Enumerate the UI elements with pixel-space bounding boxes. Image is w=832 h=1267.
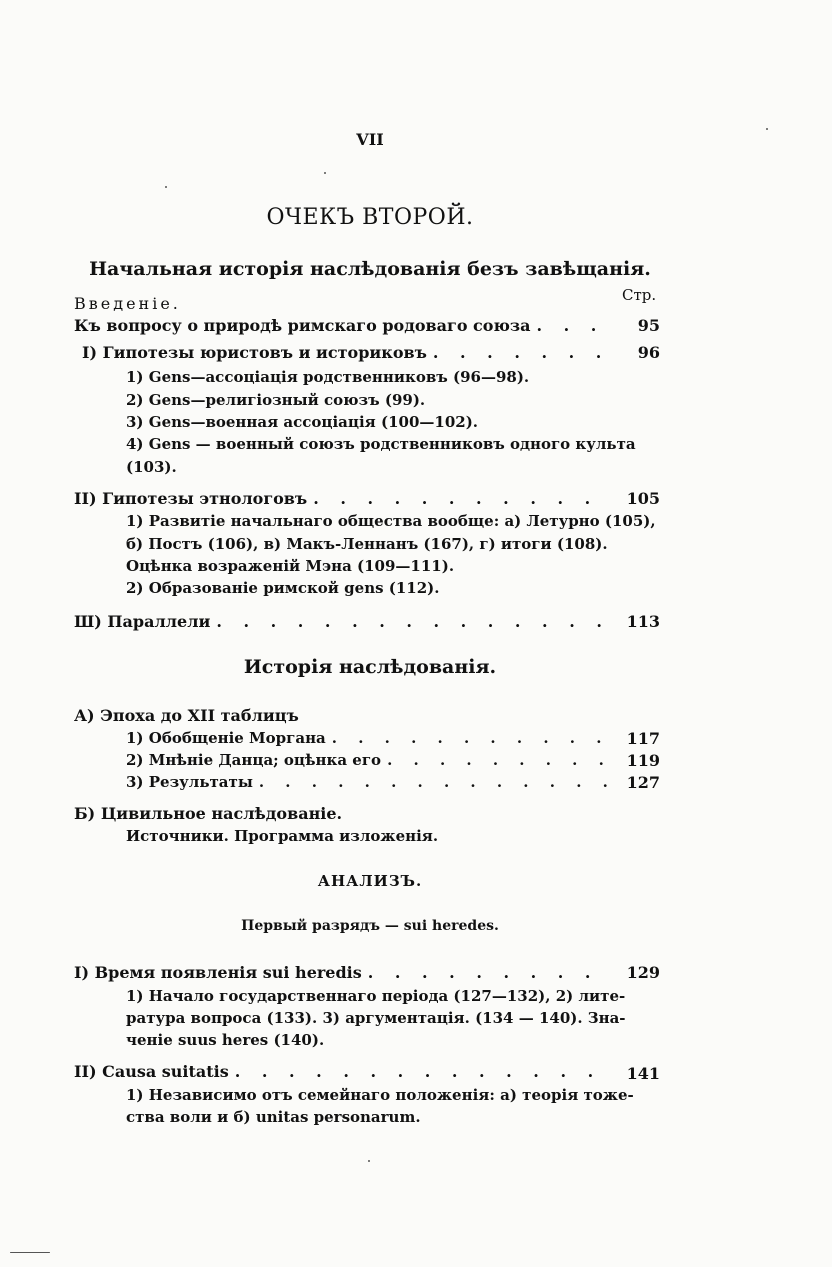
toc-entry-label: I) Гипотезы юристовъ и историковъ: [82, 343, 427, 362]
sub-entry: ченіе suus heres (140).: [126, 1031, 325, 1049]
part-title: Начальная исторія наслѣдованія безъ завѣщанія.: [89, 258, 651, 280]
section-title: ОЧЕКЪ ВТОРОЙ.: [266, 205, 474, 230]
toc-entry-page: 141: [626, 1064, 660, 1083]
toc-entry: [74, 963, 610, 982]
toc-entry-page: 95: [637, 316, 660, 335]
toc-entry: [82, 343, 610, 362]
scan-speck: [368, 1160, 370, 1162]
toc-entry-label: II) Гипотезы этнологовъ: [74, 489, 308, 508]
toc-entry-page: 119: [626, 751, 660, 770]
sub-entry: 2) Образованіе римской gens (112).: [126, 579, 440, 597]
toc-entry-page: 113: [626, 612, 660, 631]
leader-dots: [253, 773, 610, 791]
civil-b-heading: Б) Цивильное наслѣдованіе.: [74, 804, 343, 823]
sub-entry: Оцѣнка возраженій Мэна (109—111).: [126, 557, 455, 575]
sub-entry: б) Постъ (106), в) Макъ-Леннанъ (167), г) итоги (108).: [126, 535, 608, 553]
sub-entry: 2) Gens—религіозный союзъ (99).: [126, 391, 426, 409]
toc-entry-label: 1) Обобщеніе Моргана: [126, 729, 326, 747]
scan-speck: [165, 186, 167, 188]
leader-dots: [326, 729, 610, 747]
scan-speck: [766, 128, 768, 130]
page-number: VII: [356, 130, 384, 149]
civil-b-sub: Источники. Программа изложенія.: [126, 827, 439, 845]
leader-dots: [307, 489, 610, 508]
sub-entry: ратура вопроса (133). 3) аргументація. (134 — 140). Зна-: [126, 1009, 626, 1027]
toc-entry: [126, 773, 610, 791]
toc-entry-page: 117: [626, 729, 660, 748]
toc-entry-label: II) Causa suitatis: [74, 1062, 229, 1081]
analysis-heading: АНАЛИЗЪ.: [317, 872, 423, 890]
sub-entry: (103).: [126, 458, 177, 476]
leader-dots: [362, 963, 610, 982]
leader-dots: [381, 751, 610, 769]
sub-entry: 1) Начало государственнаго періода (127—132), 2) лите-: [126, 987, 626, 1005]
sub-entry: 3) Gens—военная ассоціація (100—102).: [126, 413, 479, 431]
toc-entry-page: 96: [637, 343, 660, 362]
scan-speck: [324, 172, 326, 174]
leader-dots: [530, 316, 610, 335]
toc-entry-label: 3) Результаты: [126, 773, 253, 791]
leader-dots: [210, 612, 610, 631]
sub-entry: ства воли и б) unitas personarum.: [126, 1108, 421, 1126]
toc-entry: [126, 751, 610, 769]
toc-entry-page: 105: [626, 489, 660, 508]
sub-entry: 1) Развитіе начальнаго общества вообще: а) Летурно (105),: [126, 512, 656, 530]
scan-speck: [10, 1252, 50, 1253]
toc-entry: [74, 612, 610, 631]
introduction-heading: Введеніе.: [74, 294, 181, 313]
part2-title: Исторія наслѣдованія.: [243, 656, 497, 678]
toc-entry-label: Ш) Параллели: [74, 612, 211, 631]
toc-entry: [74, 1062, 610, 1081]
toc-entry: [74, 316, 610, 335]
first-rank-heading: Первый разрядъ — sui heredes.: [241, 918, 499, 934]
sub-entry: 1) Независимо отъ семейнаго положенія: а) теорія тоже-: [126, 1086, 634, 1104]
toc-entry-label: I) Время появленія sui heredis: [74, 963, 362, 982]
sub-entry: 1) Gens—ассоціація родственниковъ (96—98).: [126, 368, 530, 386]
leader-dots: [229, 1062, 610, 1081]
sub-entry: 4) Gens — военный союзъ родственниковъ одного культа: [126, 435, 636, 453]
epoch-a-heading: А) Эпоха до XII таблицъ: [74, 706, 299, 725]
toc-entry-page: 127: [626, 773, 660, 792]
leader-dots: [427, 343, 610, 362]
toc-entry-label: Къ вопросу о природѣ римскаго родоваго союза: [74, 316, 531, 335]
toc-entry: [126, 729, 610, 747]
column-header-page: Стр.: [622, 286, 657, 304]
toc-entry-page: 129: [626, 963, 660, 982]
toc-entry-label: 2) Мнѣніе Данца; оцѣнка его: [126, 751, 382, 769]
toc-entry: [74, 489, 610, 508]
